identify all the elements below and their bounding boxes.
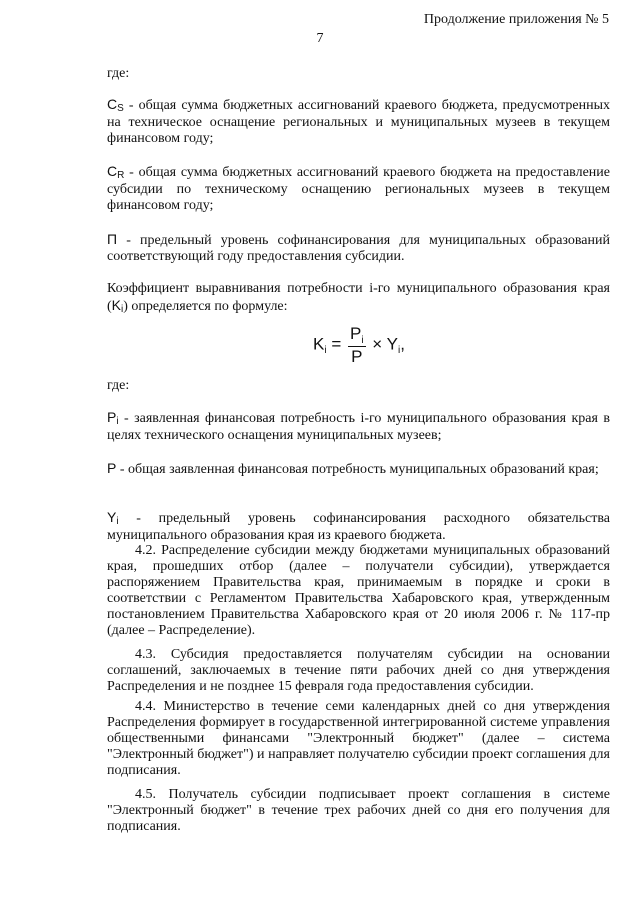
paragraph-4-4: 4.4. Министерство в течение семи календарных дней со дня утверждения Распределения формирует в государственной интегрированной системе управления общественными финансами "Электронный бюджет" (далее – система "Электронный бюджет") и направляет получателю субсидии проект соглашения для подписания. (107, 699, 610, 778)
where-label-1: где: (107, 66, 130, 81)
definition-cr (107, 163, 610, 214)
coefficient-intro (107, 281, 610, 316)
symbol-k-subscript: i (121, 304, 124, 315)
symbol-cs-subscript: S (117, 103, 124, 114)
formula-k-subscript: i (324, 345, 327, 357)
formula-numerator-subscript: i (361, 335, 364, 346)
formula-k: K (313, 334, 325, 354)
symbol-p: P (107, 460, 117, 476)
formula-denominator: P (351, 347, 363, 366)
symbol-yi-subscript: i (116, 516, 119, 527)
coefficient-intro-tail: ) определяется по формуле: (123, 299, 288, 314)
definition-p-limit-text: - предельный уровень софинансирования для муниципальных образований соответствующий году предоставления субсидии. (107, 233, 610, 264)
paragraph-4-2: 4.2. Распределение субсидии между бюджетами муниципальных образований края, прошедших отбор (далее – получатели субсидии), утверждается распоряжением Правительства края, принимаемым в порядке и сроки в соответствии с Регламентом Правительства Хабаровского края, утвержденным постановлением Правительства Хабаровского края от 20 июля 2006 г. № 117-пр (далее – Распределение). (107, 543, 610, 638)
page-number: 7 (316, 31, 324, 46)
formula-fraction (348, 324, 366, 366)
paragraph-4-3: 4.3. Субсидия предоставляется получателям субсидии на основании соглашений, заключаемых в течение пяти рабочих дней со дня утверждения Распределения и не позднее 15 февраля года предоставления субсидии. (107, 647, 610, 694)
definition-cr-text: - общая сумма бюджетных ассигнований краевого бюджета на предоставление субсидии по техническому оснащению региональных музеев в текущем финансовом году; (107, 165, 610, 213)
formula-equals: = (331, 334, 342, 354)
symbol-cs: C (107, 96, 118, 112)
formula-y: Y (386, 334, 398, 354)
definition-p-limit (107, 231, 610, 265)
definition-pi (107, 409, 610, 444)
formula-numerator-p: P (349, 324, 362, 343)
definition-cs (107, 96, 610, 147)
symbol-k: K (111, 297, 122, 313)
paragraph-4-5: 4.5. Получатель субсидии подписывает проект соглашения в системе "Электронный бюджет" в течение трех рабочих дней со дня его получения для подписания. (107, 787, 610, 834)
symbol-pi-subscript: i (116, 416, 119, 427)
symbol-p-limit: П (107, 231, 118, 247)
formula-comma: , (400, 334, 405, 354)
appendix-header: Продолжение приложения № 5 (423, 12, 609, 27)
formula-y-subscript: i (398, 345, 401, 357)
definition-cs-text: - общая сумма бюджетных ассигнований краевого бюджета, предусмотренных на техническое оснащение региональных и муниципальных музеев в текущем финансовом году; (107, 98, 610, 146)
formula-numerator (348, 324, 366, 347)
where-label-2: где: (107, 378, 130, 393)
formula (313, 324, 405, 366)
formula-times: × (372, 334, 383, 354)
definition-pi-text: - заявленная финансовая потребность i-го муниципального образования края в целях технического оснащения муниципальных музеев; (107, 411, 610, 443)
symbol-pi: P (107, 409, 117, 425)
symbol-yi: Y (107, 509, 117, 525)
symbol-cr: C (107, 163, 118, 179)
symbol-cr-subscript: R (117, 170, 125, 181)
coefficient-intro-text: Коэффициент выравнивания потребности i-го муниципального образования края ( (107, 281, 610, 314)
definition-p-text: - общая заявленная финансовая потребность муниципальных образований края; (116, 462, 599, 477)
definition-p (107, 460, 610, 478)
definition-yi (107, 509, 610, 544)
definition-yi-text: - предельный уровень софинансирования расходного обязательства муниципального образования края из краевого бюджета. (107, 511, 610, 543)
